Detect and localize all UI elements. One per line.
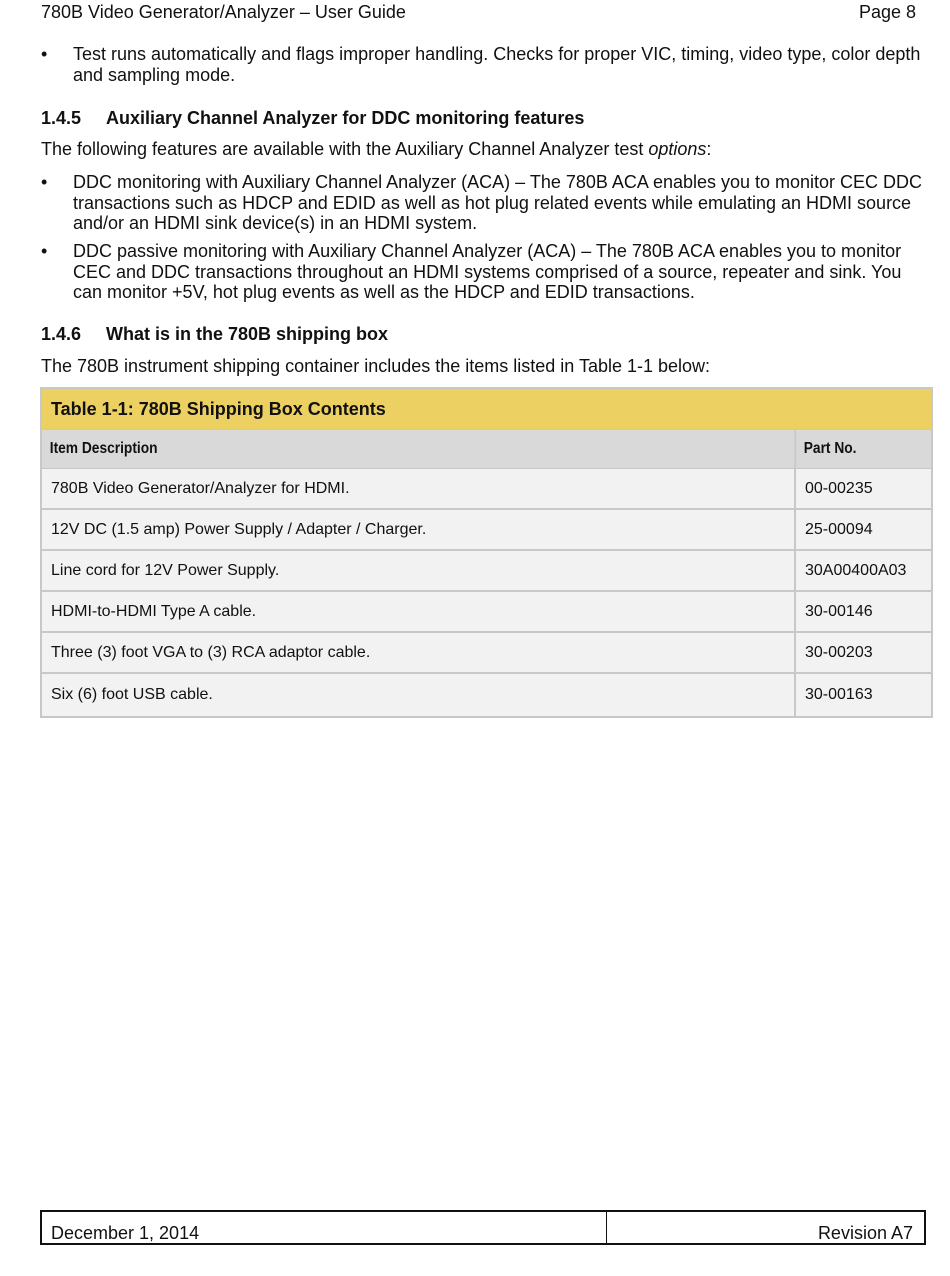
column-header-part-no: Part No. xyxy=(803,440,857,457)
section-title: Auxiliary Channel Analyzer for DDC monitoring features xyxy=(106,108,585,128)
page-number: Page 8 xyxy=(858,2,916,22)
item-description: Line cord for 12V Power Supply. xyxy=(42,551,796,590)
intro-text: The following features are available with the Auxiliary Channel Analyzer test xyxy=(41,139,649,159)
column-header-description: Item Description xyxy=(42,430,796,468)
part-number: 30-00163 xyxy=(805,686,873,703)
table-header-row xyxy=(42,430,931,469)
item-description: Three (3) foot VGA to (3) RCA adaptor cable. xyxy=(42,633,796,672)
item-description: HDMI-to-HDMI Type A cable. xyxy=(42,592,796,631)
part-number: 30-00203 xyxy=(805,643,873,661)
section-number: 1.4.6 xyxy=(41,324,82,344)
table-title: Table 1-1: 780B Shipping Box Contents xyxy=(42,389,931,430)
footer-date: December 1, 2014 xyxy=(42,1212,607,1243)
section-intro-1-4-5 xyxy=(41,138,711,160)
bullet-text: DDC passive monitoring with Auxiliary Channel Analyzer (ACA) – The 780B ACA enables you to monitor CEC and DDC transactions throughout an HDMI systems comprised of a source, repeater and sink. You can monitor +5V, hot plug events as well as the HDCP and EDID transactions. xyxy=(73,241,902,302)
shipping-contents-table xyxy=(40,387,933,718)
part-number: 30-00146 xyxy=(805,602,873,620)
section-heading-1-4-6 xyxy=(41,323,388,345)
bullet-text: DDC monitoring with Auxiliary Channel Analyzer (ACA) – The 780B ACA enables you to monitor CEC DDC transactions such as HDCP and EDID as well as hot plug related events while emulating an HDMI source and/or an HDMI sink device(s) in an HDMI system. xyxy=(73,172,923,233)
page-footer xyxy=(40,1210,926,1245)
intro-italic: options xyxy=(648,139,707,159)
bullet-marker: • xyxy=(41,172,48,192)
bullet-marker: • xyxy=(41,241,48,261)
table-row xyxy=(42,551,931,592)
item-description: Six (6) foot USB cable. xyxy=(42,674,796,716)
footer-revision: Revision A7 xyxy=(817,1223,913,1243)
table-row xyxy=(42,592,931,633)
section-intro-1-4-6: The 780B instrument shipping container includes the items listed in Table 1-1 below: xyxy=(41,356,711,376)
part-number: 00-00235 xyxy=(805,479,873,497)
item-description: 780B Video Generator/Analyzer for HDMI. xyxy=(42,469,796,508)
part-number: 25-00094 xyxy=(805,520,873,538)
section-number: 1.4.5 xyxy=(41,108,82,128)
table-row xyxy=(42,510,931,551)
intro-colon: : xyxy=(706,139,712,159)
table-row xyxy=(42,469,931,510)
item-description: 12V DC (1.5 amp) Power Supply / Adapter / Charger. xyxy=(42,510,796,549)
feature-bullet-aca xyxy=(41,172,931,234)
header-title: 780B Video Generator/Analyzer – User Guide xyxy=(41,2,406,22)
bullet-marker: • xyxy=(41,44,48,64)
intro-bullet xyxy=(41,44,931,86)
feature-bullet-passive xyxy=(41,241,931,303)
bullet-text: Test runs automatically and flags improper handling. Checks for proper VIC, timing, video type, color depth and sampling mode. xyxy=(73,44,921,85)
section-title: What is in the 780B shipping box xyxy=(106,324,389,344)
table-row xyxy=(42,633,931,674)
section-heading-1-4-5 xyxy=(41,107,584,129)
part-number: 30A00400A03 xyxy=(805,561,907,579)
table-row xyxy=(42,674,931,716)
